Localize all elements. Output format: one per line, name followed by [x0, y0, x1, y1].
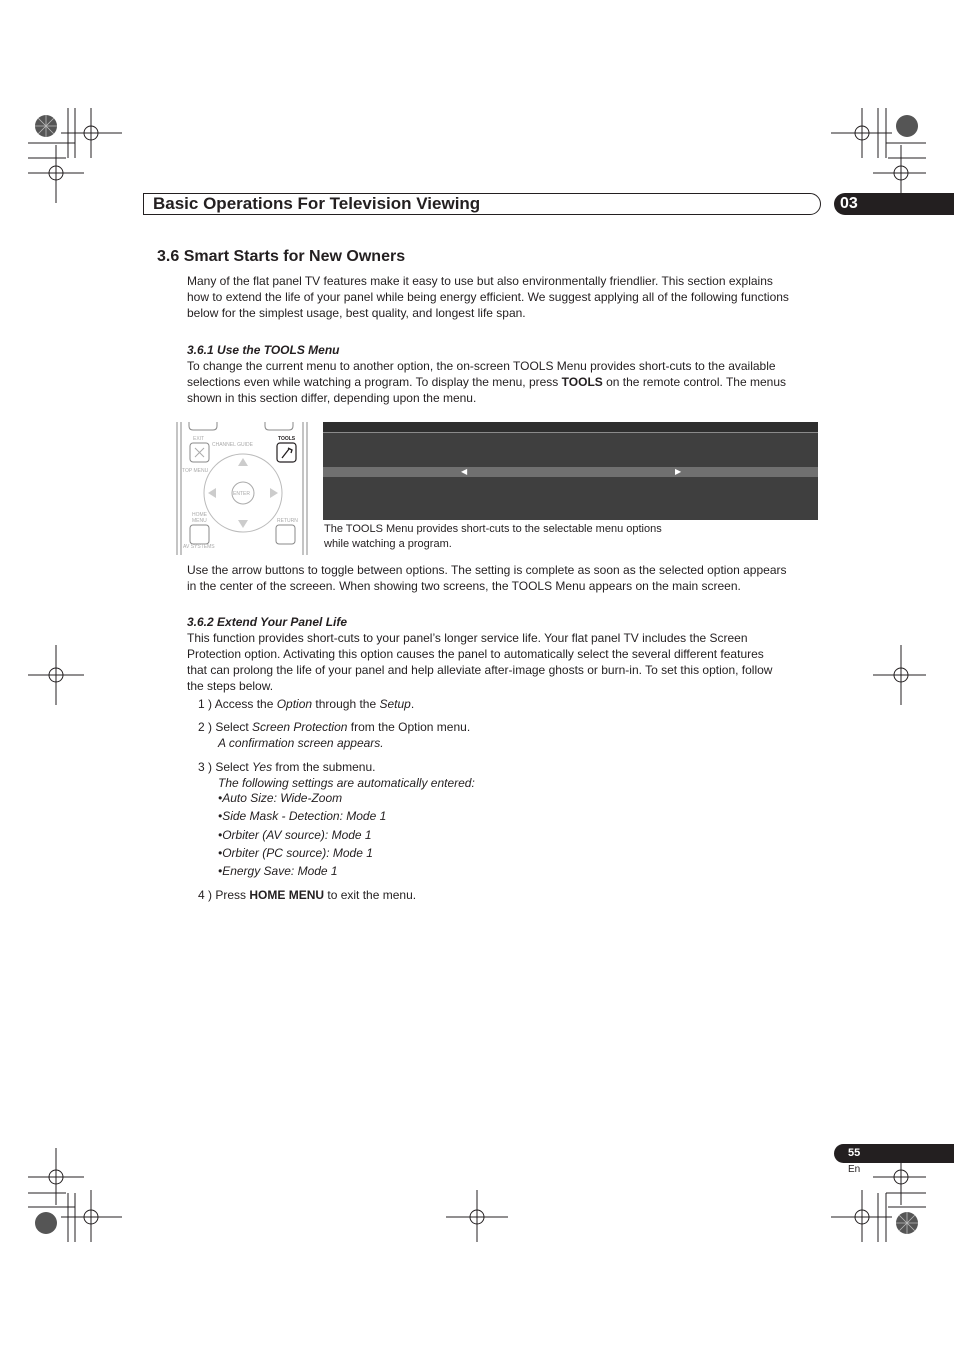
- intro-line: how to extend the life of your panel while being energy efficient. We suggest applying all of the following functions: [187, 290, 789, 304]
- yes-term: Yes: [252, 760, 273, 774]
- subsection-title-panel-life: 3.6.2 Extend Your Panel Life: [187, 615, 348, 629]
- tools-intro: [187, 358, 827, 406]
- subsection-title-tools: 3.6.1 Use the TOOLS Menu: [187, 343, 340, 357]
- step-1: [198, 696, 414, 712]
- arrow-left-icon: ◀: [461, 467, 468, 476]
- panel-line: Protection option. Activating this option causes the panel to automatically select the several different features: [187, 647, 764, 661]
- option-term: Option: [276, 697, 313, 711]
- screen-divider: [323, 432, 818, 433]
- tools-key: TOOLS: [561, 375, 603, 389]
- figure-caption: [324, 522, 662, 552]
- tools-line: [187, 374, 827, 390]
- enter-label: ENTER: [233, 491, 250, 497]
- section-title: 3.6 Smart Starts for New Owners: [157, 248, 406, 265]
- intro-line: below for the simplest usage, best quality, and longest life span.: [187, 306, 526, 320]
- section-intro: [187, 273, 827, 321]
- home-label: HOME: [192, 512, 207, 518]
- arrow-right-icon: ▶: [675, 467, 682, 476]
- tools-menu-band: [323, 467, 818, 477]
- text-run: from the submenu.: [272, 760, 376, 774]
- setup-term: Setup: [379, 697, 411, 711]
- caption-line: while watching a program.: [324, 538, 452, 550]
- tools-menu-screen: [323, 422, 818, 520]
- text-run: Access the: [212, 697, 277, 711]
- step-note: The following settings are automatically entered:: [218, 776, 475, 790]
- step-3: [198, 759, 475, 791]
- panel-life-intro: [187, 630, 827, 694]
- bullet-item: •Energy Save: Mode 1: [218, 864, 338, 878]
- tools-label: TOOLS: [278, 436, 296, 442]
- tools-after: [187, 562, 827, 594]
- av-systems-label: AV SYSTEMS: [183, 544, 215, 550]
- bullet-item: •Orbiter (PC source): Mode 1: [218, 846, 373, 860]
- step-note: A confirmation screen appears.: [218, 736, 384, 750]
- panel-line: the steps below.: [187, 679, 274, 693]
- intro-line: Many of the flat panel TV features make it easy to use but also environmentally friendlier. This section explains: [187, 274, 773, 288]
- tools-line: To change the current menu to another option, the on-screen TOOLS Menu provides short-cuts to the available: [187, 359, 776, 373]
- bullet-item: •Orbiter (AV source): Mode 1: [218, 828, 372, 842]
- screen-top-bar: [323, 422, 818, 432]
- top-menu-label: TOP MENU: [182, 468, 209, 474]
- text-run: Select: [212, 720, 253, 734]
- page-language: En: [848, 1164, 861, 1175]
- chapter-title: Basic Operations For Television Viewing: [153, 194, 481, 213]
- after-line: in the center of the screeen. When showing two screens, the TOOLS Menu appears on the main screen.: [187, 579, 741, 593]
- text-run: selections even while watching a program. To display the menu, press: [187, 375, 562, 389]
- chapter-number: 03: [840, 195, 858, 212]
- text-run: on the remote control. The menus: [602, 375, 786, 389]
- text-run: from the Option menu.: [347, 720, 471, 734]
- page-number: 55: [848, 1147, 861, 1159]
- step-number: 2 ): [198, 720, 213, 734]
- return-label: RETURN: [277, 518, 298, 524]
- tools-line: shown in this section differ, depending upon the menu.: [187, 391, 477, 405]
- caption-line: The TOOLS Menu provides short-cuts to the selectable menu options: [324, 523, 662, 535]
- after-line: Use the arrow buttons to toggle between options. The setting is complete as soon as the selected option appears: [187, 563, 787, 577]
- step-2: [198, 719, 470, 751]
- bullet-item: •Auto Size: Wide-Zoom: [218, 791, 343, 805]
- bullet-item: •Side Mask - Detection: Mode 1: [218, 809, 387, 823]
- exit-label: EXIT: [193, 436, 205, 442]
- guide-label: CHANNEL GUIDE: [212, 442, 253, 448]
- text-run: to exit the menu.: [324, 888, 417, 902]
- remote-illustration: [175, 422, 310, 555]
- panel-line: This function provides short-cuts to your panel’s longer service life. Your flat panel TV includes the Screen: [187, 631, 748, 645]
- screen-protection-term: Screen Protection: [252, 720, 348, 734]
- step-number: 4 ): [198, 888, 213, 902]
- step-number: 3 ): [198, 760, 213, 774]
- step-4: [198, 887, 416, 903]
- text-run: .: [410, 697, 415, 711]
- menu-label: MENU: [192, 518, 207, 524]
- home-menu-key: HOME MENU: [249, 888, 325, 902]
- text-run: Press: [212, 888, 250, 902]
- text-run: through the: [312, 697, 380, 711]
- panel-line: that can prolong the life of your panel and help alleviate after-image ghosts or burn-in. To set this option, follow: [187, 663, 773, 677]
- text-run: Select: [212, 760, 253, 774]
- step-number: 1 ): [198, 697, 213, 711]
